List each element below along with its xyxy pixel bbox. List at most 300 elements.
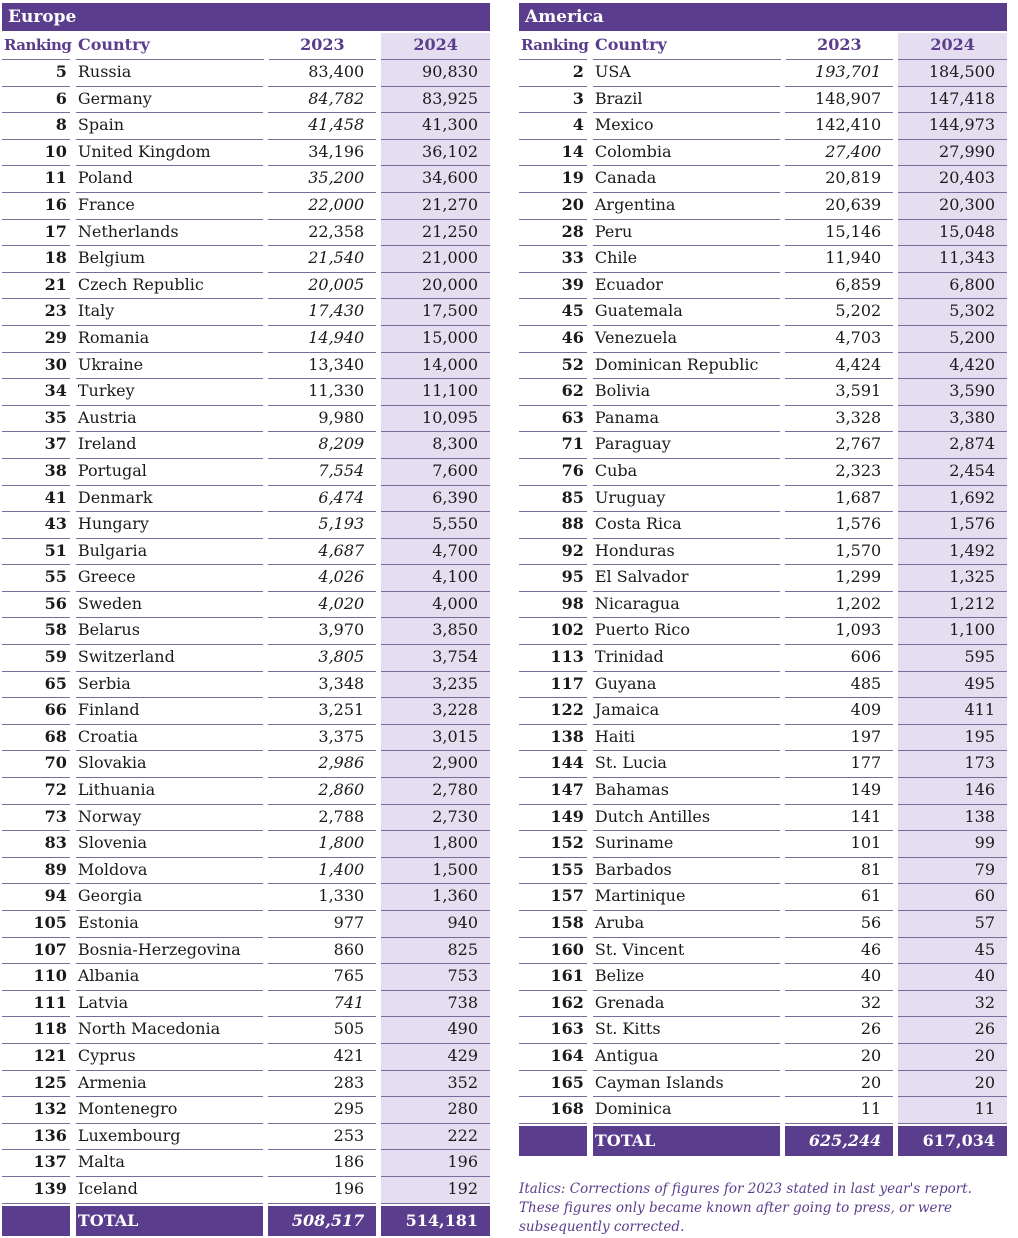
table-row (2, 113, 490, 140)
value-2024-cell: 4,420 (898, 353, 1007, 380)
table-row (519, 991, 1007, 1018)
value-2023-cell: 17,430 (268, 299, 376, 326)
rank-cell: 58 (2, 618, 70, 645)
rank-cell: 121 (2, 1044, 70, 1071)
table-row (519, 220, 1007, 247)
rank-cell: 45 (519, 299, 587, 326)
value-2023-cell: 253 (268, 1124, 376, 1151)
country-cell: Chile (593, 246, 781, 273)
rank-cell: 39 (519, 273, 587, 300)
country-cell: North Macedonia (76, 1017, 264, 1044)
value-2024-cell: 21,000 (381, 246, 490, 273)
table-row (519, 645, 1007, 672)
rank-cell: 117 (519, 672, 587, 699)
value-2024-cell: 40 (898, 964, 1007, 991)
country-cell: Suriname (593, 831, 781, 858)
table-row (2, 884, 490, 911)
country-cell: Belarus (76, 618, 264, 645)
rank-cell: 111 (2, 991, 70, 1018)
country-cell: El Salvador (593, 565, 781, 592)
rank-cell: 137 (2, 1150, 70, 1177)
value-2023-cell: 149 (785, 778, 893, 805)
value-2024-cell: 45 (898, 938, 1007, 965)
value-2024-cell: 20,000 (381, 273, 490, 300)
value-2023-cell: 101 (785, 831, 893, 858)
table-row (519, 512, 1007, 539)
table-row (519, 592, 1007, 619)
rank-cell: 21 (2, 273, 70, 300)
rank-cell: 56 (2, 592, 70, 619)
country-cell: Guatemala (593, 299, 781, 326)
value-2023-cell: 1,330 (268, 884, 376, 911)
country-cell: Malta (76, 1150, 264, 1177)
value-2023-cell: 22,000 (268, 193, 376, 220)
country-cell: Luxembourg (76, 1124, 264, 1151)
value-2023-cell: 3,375 (268, 725, 376, 752)
rank-cell: 34 (2, 379, 70, 406)
value-2023-cell: 20,005 (268, 273, 376, 300)
country-cell: Spain (76, 113, 264, 140)
value-2024-cell: 352 (381, 1071, 490, 1098)
value-2023-cell: 1,576 (785, 512, 893, 539)
rank-cell: 139 (2, 1177, 70, 1204)
table-row (2, 166, 490, 193)
rank-cell: 70 (2, 751, 70, 778)
rank-cell: 105 (2, 911, 70, 938)
value-2023-cell: 2,767 (785, 432, 893, 459)
value-2023-cell: 40 (785, 964, 893, 991)
value-2023-cell: 977 (268, 911, 376, 938)
value-2023-cell: 283 (268, 1071, 376, 1098)
value-2023-cell: 485 (785, 672, 893, 699)
rank-cell: 71 (519, 432, 587, 459)
rank-cell: 65 (2, 672, 70, 699)
value-2024-cell: 2,874 (898, 432, 1007, 459)
table-row (2, 858, 490, 885)
value-2024-cell: 1,692 (898, 486, 1007, 513)
value-2023-cell: 83,400 (268, 60, 376, 87)
table-row (2, 512, 490, 539)
country-cell: Cayman Islands (593, 1071, 781, 1098)
country-cell: St. Vincent (593, 938, 781, 965)
table-row (2, 299, 490, 326)
table-row (2, 565, 490, 592)
value-2023-cell: 421 (268, 1044, 376, 1071)
country-cell: Moldova (76, 858, 264, 885)
rank-cell: 16 (2, 193, 70, 220)
rank-cell: 59 (2, 645, 70, 672)
value-2024-cell: 1,492 (898, 539, 1007, 566)
country-cell: Portugal (76, 459, 264, 486)
value-2024-cell: 60 (898, 884, 1007, 911)
value-2023-cell: 27,400 (785, 140, 893, 167)
value-2024-cell: 6,800 (898, 273, 1007, 300)
table-row (2, 406, 490, 433)
table-row (519, 353, 1007, 380)
rank-cell: 107 (2, 938, 70, 965)
value-2023-cell: 7,554 (268, 459, 376, 486)
header-country: Country (76, 33, 264, 60)
country-cell: Peru (593, 220, 781, 247)
table-row (2, 938, 490, 965)
value-2024-cell: 4,100 (381, 565, 490, 592)
value-2023-cell: 409 (785, 698, 893, 725)
rank-cell: 5 (2, 60, 70, 87)
rank-cell: 165 (519, 1071, 587, 1098)
value-2023-cell: 15,146 (785, 220, 893, 247)
value-2024-cell: 15,000 (381, 326, 490, 353)
table-row (519, 432, 1007, 459)
rank-cell: 8 (2, 113, 70, 140)
value-2023-cell: 4,026 (268, 565, 376, 592)
value-2024-cell: 147,418 (898, 87, 1007, 114)
value-2024-cell: 3,235 (381, 672, 490, 699)
value-2024-cell: 1,360 (381, 884, 490, 911)
table-row (519, 193, 1007, 220)
country-cell: Czech Republic (76, 273, 264, 300)
value-2024-cell: 753 (381, 964, 490, 991)
table-row (519, 140, 1007, 167)
value-2023-cell: 9,980 (268, 406, 376, 433)
rank-cell: 35 (2, 406, 70, 433)
total-2023: 508,517 (268, 1206, 376, 1236)
value-2023-cell: 1,093 (785, 618, 893, 645)
country-cell: Bosnia-Herzegovina (76, 938, 264, 965)
value-2024-cell: 2,780 (381, 778, 490, 805)
value-2024-cell: 495 (898, 672, 1007, 699)
header-2024: 2024 (381, 33, 490, 60)
value-2023-cell: 765 (268, 964, 376, 991)
europe-rows (2, 60, 490, 1204)
value-2023-cell: 1,400 (268, 858, 376, 885)
value-2024-cell: 429 (381, 1044, 490, 1071)
table-row (519, 326, 1007, 353)
country-cell: Ukraine (76, 353, 264, 380)
value-2024-cell: 192 (381, 1177, 490, 1204)
header-2023: 2023 (269, 33, 377, 60)
value-2024-cell: 57 (898, 911, 1007, 938)
country-cell: USA (593, 60, 781, 87)
value-2023-cell: 1,299 (785, 565, 893, 592)
rank-cell: 66 (2, 698, 70, 725)
table-row (519, 539, 1007, 566)
rank-cell: 73 (2, 805, 70, 832)
country-cell: Lithuania (76, 778, 264, 805)
value-2024-cell: 3,590 (898, 379, 1007, 406)
country-cell: Bolivia (593, 379, 781, 406)
country-cell: Brazil (593, 87, 781, 114)
table-row (2, 672, 490, 699)
value-2023-cell: 35,200 (268, 166, 376, 193)
rank-cell: 160 (519, 938, 587, 965)
america-total-row (519, 1126, 1007, 1156)
table-row (2, 618, 490, 645)
value-2024-cell: 825 (381, 938, 490, 965)
value-2024-cell: 1,800 (381, 831, 490, 858)
country-cell: Turkey (76, 379, 264, 406)
table-row (2, 246, 490, 273)
value-2024-cell: 20,300 (898, 193, 1007, 220)
table-row (2, 1150, 490, 1177)
table-row (519, 884, 1007, 911)
value-2023-cell: 11,330 (268, 379, 376, 406)
value-2024-cell: 15,048 (898, 220, 1007, 247)
rank-cell: 144 (519, 751, 587, 778)
value-2023-cell: 505 (268, 1017, 376, 1044)
table-row (519, 459, 1007, 486)
table-row (2, 725, 490, 752)
value-2024-cell: 144,973 (898, 113, 1007, 140)
country-cell: Norway (76, 805, 264, 832)
rank-cell: 164 (519, 1044, 587, 1071)
rank-cell: 11 (2, 166, 70, 193)
country-cell: Sweden (76, 592, 264, 619)
rank-cell: 17 (2, 220, 70, 247)
value-2023-cell: 81 (785, 858, 893, 885)
table-row (2, 220, 490, 247)
table-row (519, 672, 1007, 699)
country-cell: Venezuela (593, 326, 781, 353)
country-cell: Georgia (76, 884, 264, 911)
country-cell: Trinidad (593, 645, 781, 672)
table-row (2, 1044, 490, 1071)
value-2023-cell: 860 (268, 938, 376, 965)
value-2024-cell: 1,100 (898, 618, 1007, 645)
header-ranking: Ranking (519, 33, 587, 60)
country-cell: Belize (593, 964, 781, 991)
country-cell: France (76, 193, 264, 220)
america-table (519, 3, 1007, 1156)
value-2024-cell: 14,000 (381, 353, 490, 380)
country-cell: Armenia (76, 1071, 264, 1098)
value-2024-cell: 4,000 (381, 592, 490, 619)
rank-cell: 98 (519, 592, 587, 619)
value-2023-cell: 56 (785, 911, 893, 938)
value-2024-cell: 3,754 (381, 645, 490, 672)
value-2023-cell: 606 (785, 645, 893, 672)
rank-cell: 4 (519, 113, 587, 140)
table-row (519, 565, 1007, 592)
rank-cell: 132 (2, 1097, 70, 1124)
value-2023-cell: 61 (785, 884, 893, 911)
table-row (519, 964, 1007, 991)
rank-cell: 136 (2, 1124, 70, 1151)
value-2023-cell: 295 (268, 1097, 376, 1124)
table-row (519, 778, 1007, 805)
country-cell: Bahamas (593, 778, 781, 805)
rank-cell: 102 (519, 618, 587, 645)
value-2024-cell: 196 (381, 1150, 490, 1177)
country-cell: Denmark (76, 486, 264, 513)
value-2024-cell: 173 (898, 751, 1007, 778)
table-row (519, 486, 1007, 513)
rank-cell: 41 (2, 486, 70, 513)
table-row (2, 1097, 490, 1124)
country-cell: Guyana (593, 672, 781, 699)
value-2024-cell: 20,403 (898, 166, 1007, 193)
value-2023-cell: 6,859 (785, 273, 893, 300)
country-cell: Austria (76, 406, 264, 433)
table-row (519, 698, 1007, 725)
rank-cell: 62 (519, 379, 587, 406)
value-2023-cell: 1,570 (785, 539, 893, 566)
value-2024-cell: 5,302 (898, 299, 1007, 326)
header-2024: 2024 (898, 33, 1007, 60)
america-rows (519, 60, 1007, 1124)
rank-cell: 138 (519, 725, 587, 752)
value-2023-cell: 3,348 (268, 672, 376, 699)
table-row (2, 273, 490, 300)
table-row (519, 299, 1007, 326)
table-row (2, 486, 490, 513)
value-2023-cell: 21,540 (268, 246, 376, 273)
value-2024-cell: 1,576 (898, 512, 1007, 539)
value-2023-cell: 741 (268, 991, 376, 1018)
europe-total-row (2, 1206, 490, 1236)
value-2024-cell: 940 (381, 911, 490, 938)
value-2024-cell: 32 (898, 991, 1007, 1018)
rank-cell: 2 (519, 60, 587, 87)
value-2023-cell: 197 (785, 725, 893, 752)
country-cell: Croatia (76, 725, 264, 752)
value-2023-cell: 3,970 (268, 618, 376, 645)
country-cell: Latvia (76, 991, 264, 1018)
country-cell: Switzerland (76, 645, 264, 672)
value-2023-cell: 8,209 (268, 432, 376, 459)
europe-title: Europe (2, 3, 490, 31)
table-row (2, 60, 490, 87)
america-header-row (519, 33, 1007, 60)
value-2023-cell: 11,940 (785, 246, 893, 273)
value-2023-cell: 20,639 (785, 193, 893, 220)
country-cell: Aruba (593, 911, 781, 938)
table-row (519, 379, 1007, 406)
value-2024-cell: 83,925 (381, 87, 490, 114)
country-cell: Martinique (593, 884, 781, 911)
table-row (2, 539, 490, 566)
rank-cell: 19 (519, 166, 587, 193)
table-row (2, 645, 490, 672)
country-cell: Cyprus (76, 1044, 264, 1071)
rank-cell: 89 (2, 858, 70, 885)
rank-cell: 52 (519, 353, 587, 380)
country-cell: Germany (76, 87, 264, 114)
value-2024-cell: 595 (898, 645, 1007, 672)
country-cell: Colombia (593, 140, 781, 167)
rank-cell: 63 (519, 406, 587, 433)
value-2023-cell: 177 (785, 751, 893, 778)
value-2023-cell: 26 (785, 1017, 893, 1044)
value-2024-cell: 222 (381, 1124, 490, 1151)
country-cell: Dominican Republic (593, 353, 781, 380)
country-cell: Ecuador (593, 273, 781, 300)
value-2023-cell: 193,701 (785, 60, 893, 87)
country-cell: Mexico (593, 113, 781, 140)
value-2024-cell: 21,250 (381, 220, 490, 247)
total-2024: 514,181 (381, 1206, 490, 1236)
rank-cell: 95 (519, 565, 587, 592)
value-2024-cell: 146 (898, 778, 1007, 805)
value-2024-cell: 1,500 (381, 858, 490, 885)
value-2023-cell: 141 (785, 805, 893, 832)
table-row (519, 1071, 1007, 1098)
value-2023-cell: 22,358 (268, 220, 376, 247)
country-cell: Ireland (76, 432, 264, 459)
value-2024-cell: 10,095 (381, 406, 490, 433)
table-row (2, 140, 490, 167)
value-2023-cell: 2,860 (268, 778, 376, 805)
table-row (519, 406, 1007, 433)
header-ranking: Ranking (2, 33, 70, 60)
value-2024-cell: 195 (898, 725, 1007, 752)
country-cell: Bulgaria (76, 539, 264, 566)
value-2023-cell: 11 (785, 1097, 893, 1124)
value-2023-cell: 14,940 (268, 326, 376, 353)
country-cell: Panama (593, 406, 781, 433)
country-cell: St. Lucia (593, 751, 781, 778)
country-cell: Uruguay (593, 486, 781, 513)
value-2023-cell: 142,410 (785, 113, 893, 140)
rank-cell: 68 (2, 725, 70, 752)
table-row (519, 831, 1007, 858)
rank-cell: 30 (2, 353, 70, 380)
value-2024-cell: 11,343 (898, 246, 1007, 273)
value-2024-cell: 11 (898, 1097, 1007, 1124)
value-2024-cell: 280 (381, 1097, 490, 1124)
rank-cell: 149 (519, 805, 587, 832)
table-row (2, 911, 490, 938)
country-cell: Albania (76, 964, 264, 991)
rank-cell: 38 (2, 459, 70, 486)
table-row (2, 1124, 490, 1151)
value-2023-cell: 5,193 (268, 512, 376, 539)
country-cell: Belgium (76, 246, 264, 273)
table-row (2, 379, 490, 406)
rank-cell: 18 (2, 246, 70, 273)
value-2023-cell: 148,907 (785, 87, 893, 114)
table-row (2, 432, 490, 459)
value-2023-cell: 3,805 (268, 645, 376, 672)
table-row (2, 353, 490, 380)
value-2024-cell: 20 (898, 1044, 1007, 1071)
table-row (519, 166, 1007, 193)
value-2023-cell: 84,782 (268, 87, 376, 114)
country-cell: Puerto Rico (593, 618, 781, 645)
value-2023-cell: 2,986 (268, 751, 376, 778)
value-2024-cell: 21,270 (381, 193, 490, 220)
rank-cell: 46 (519, 326, 587, 353)
country-cell: Antigua (593, 1044, 781, 1071)
table-row (519, 1017, 1007, 1044)
value-2023-cell: 3,251 (268, 698, 376, 725)
rank-cell: 92 (519, 539, 587, 566)
value-2024-cell: 27,990 (898, 140, 1007, 167)
value-2024-cell: 3,380 (898, 406, 1007, 433)
value-2023-cell: 196 (268, 1177, 376, 1204)
value-2023-cell: 34,196 (268, 140, 376, 167)
table-row (519, 618, 1007, 645)
value-2024-cell: 411 (898, 698, 1007, 725)
country-cell: Slovakia (76, 751, 264, 778)
rank-cell: 155 (519, 858, 587, 885)
table-row (519, 1044, 1007, 1071)
rank-cell: 23 (2, 299, 70, 326)
table-row (519, 246, 1007, 273)
value-2023-cell: 2,788 (268, 805, 376, 832)
rank-cell: 28 (519, 220, 587, 247)
table-row (2, 751, 490, 778)
rank-cell: 125 (2, 1071, 70, 1098)
